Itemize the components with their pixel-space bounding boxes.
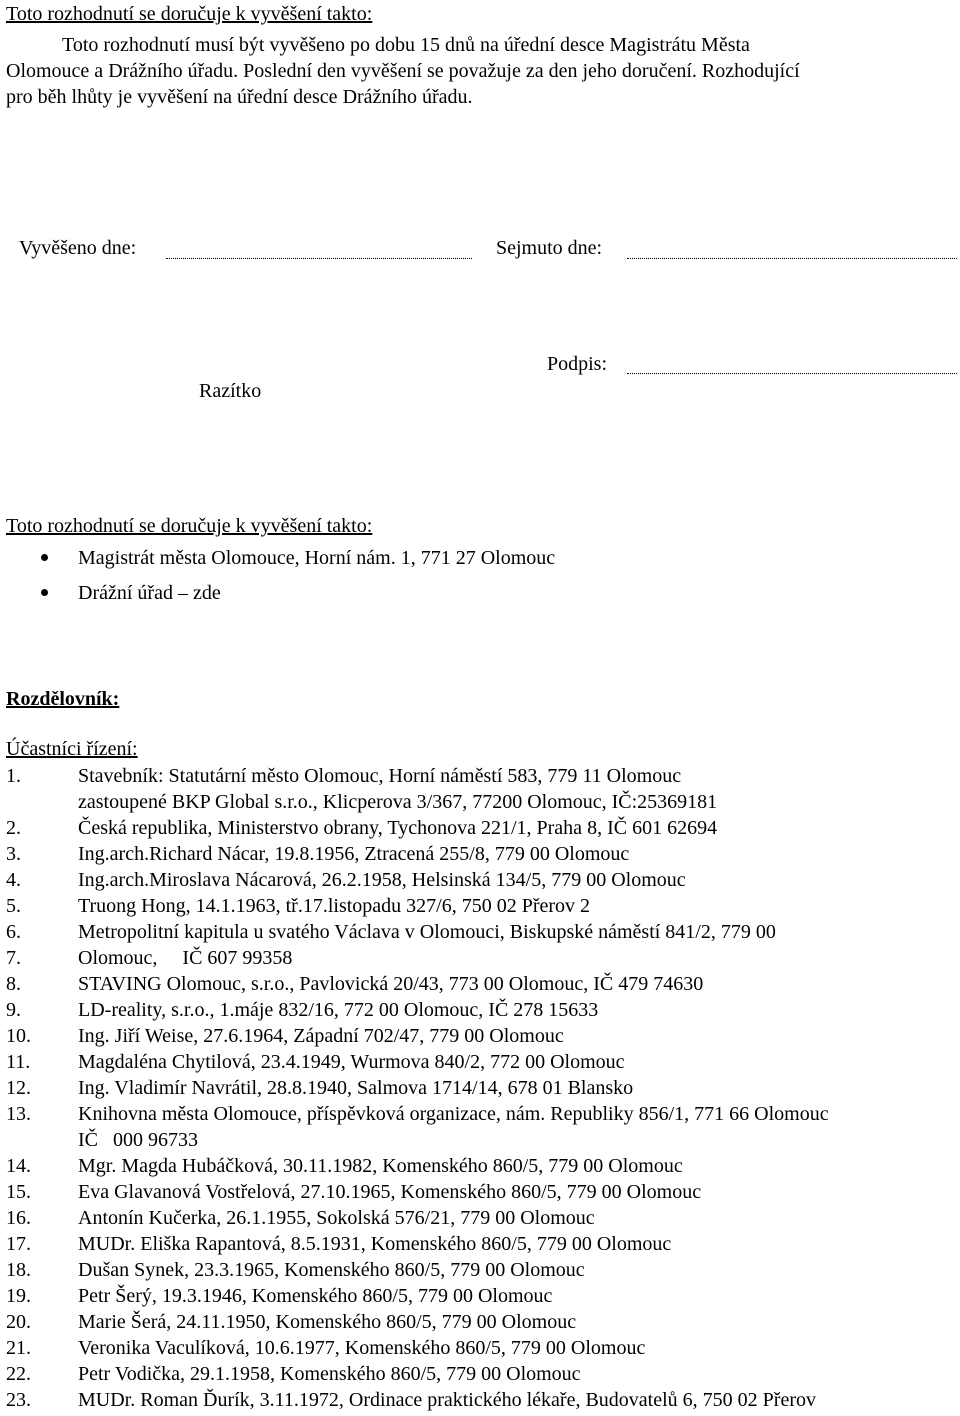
item-number: 17. [6, 1233, 31, 1255]
item-text: Ing.arch.Richard Nácar, 19.8.1956, Ztracená 255/8, 779 00 Olomouc [78, 843, 630, 865]
item-text: Petr Vodička, 29.1.1958, Komenského 860/5, 779 00 Olomouc [78, 1363, 581, 1385]
item-text: LD-reality, s.r.o., 1.máje 832/16, 772 00 Olomouc, IČ 278 15633 [78, 999, 599, 1021]
item-number: 11. [6, 1051, 31, 1073]
item-number: 6. [6, 921, 21, 943]
item-number: 8. [6, 973, 21, 995]
item-text: Dušan Synek, 23.3.1965, Komenského 860/5, 779 00 Olomouc [78, 1259, 585, 1281]
item-text: Magdaléna Chytilová, 23.4.1949, Wurmova 840/2, 772 00 Olomouc [78, 1051, 625, 1073]
delivery-item: Drážní úřad – zde [78, 582, 221, 604]
item-text: Petr Šerý, 19.3.1946, Komenského 860/5, 779 00 Olomouc [78, 1285, 553, 1307]
posting-paragraph-line-1: Toto rozhodnutí musí být vyvěšeno po dobu 15 dnů na úřední desce Magistrátu Města [62, 34, 750, 56]
item-number: 1. [6, 765, 21, 787]
removed-date-label: Sejmuto dne: [496, 237, 603, 259]
item-number: 4. [6, 869, 21, 891]
item-number: 13. [6, 1103, 31, 1125]
bullet-icon [41, 589, 48, 596]
item-text: Olomouc, IČ 607 99358 [78, 947, 293, 969]
item-text: Mgr. Magda Hubáčková, 30.11.1982, Komenského 860/5, 779 00 Olomouc [78, 1155, 683, 1177]
item-text: Česká republika, Ministerstvo obrany, Tychonova 221/1, Praha 8, IČ 601 62694 [78, 817, 718, 839]
posted-date-label: Vyvěšeno dne: [19, 237, 137, 259]
item-number: 5. [6, 895, 21, 917]
stamp-label: Razítko [199, 380, 262, 402]
posting-heading: Toto rozhodnutí se doručuje k vyvěšení takto: [6, 3, 373, 25]
item-number: 12. [6, 1077, 31, 1099]
item-text: Metropolitní kapitula u svatého Václava v Olomouci, Biskupské náměstí 841/2, 779 00 [78, 921, 776, 943]
item-number: 21. [6, 1337, 31, 1359]
item-text: MUDr. Eliška Rapantová, 8.5.1931, Komenského 860/5, 779 00 Olomouc [78, 1233, 672, 1255]
item-text: Knihovna města Olomouce, příspěvková organizace, nám. Republiky 856/1, 771 66 Olomouc [78, 1103, 829, 1125]
posting-paragraph-line-2: Olomouce a Drážního úřadu. Poslední den vyvěšení se považuje za den jeho doručení. Rozhodující [6, 60, 800, 82]
item-number: 18. [6, 1259, 31, 1281]
item-number: 15. [6, 1181, 31, 1203]
item-text: Truong Hong, 14.1.1963, tř.17.listopadu 327/6, 750 02 Přerov 2 [78, 895, 591, 917]
item-number: 19. [6, 1285, 31, 1307]
item-text: Ing.arch.Miroslava Nácarová, 26.2.1958, Helsinská 134/5, 779 00 Olomouc [78, 869, 686, 891]
item-number: 23. [6, 1389, 31, 1411]
participants-heading: Účastníci řízení: [6, 738, 138, 760]
distribution-heading: Rozdělovník: [6, 688, 120, 710]
item-number: 3. [6, 843, 21, 865]
item-number: 14. [6, 1155, 31, 1177]
item-text: Antonín Kučerka, 26.1.1955, Sokolská 576/21, 779 00 Olomouc [78, 1207, 595, 1229]
signature-field[interactable] [627, 373, 957, 374]
item-number: 22. [6, 1363, 31, 1385]
item-number: 20. [6, 1311, 31, 1333]
item-text: Marie Šerá, 24.11.1950, Komenského 860/5, 779 00 Olomouc [78, 1311, 577, 1333]
bullet-icon [41, 554, 48, 561]
item-text: Stavebník: Statutární město Olomouc, Horní náměstí 583, 779 11 Olomouc [78, 765, 682, 787]
item-number: 10. [6, 1025, 31, 1047]
item-text: Eva Glavanová Vostřelová, 27.10.1965, Komenského 860/5, 779 00 Olomouc [78, 1181, 702, 1203]
item-text-continued: zastoupené BKP Global s.r.o., Klicperova 3/367, 77200 Olomouc, IČ:25369181 [78, 791, 718, 813]
item-number: 2. [6, 817, 21, 839]
item-number: 9. [6, 999, 21, 1021]
item-text-continued: IČ 000 96733 [78, 1129, 198, 1151]
posting-paragraph-line-3: pro běh lhůty je vyvěšení na úřední desce Drážního úřadu. [6, 86, 473, 108]
delivery-heading: Toto rozhodnutí se doručuje k vyvěšení takto: [6, 515, 373, 537]
signature-label: Podpis: [547, 353, 608, 375]
item-number: 16. [6, 1207, 31, 1229]
item-text: Veronika Vaculíková, 10.6.1977, Komenského 860/5, 779 00 Olomouc [78, 1337, 646, 1359]
item-number: 7. [6, 947, 21, 969]
item-text: Ing. Jiří Weise, 27.6.1964, Západní 702/47, 779 00 Olomouc [78, 1025, 564, 1047]
delivery-item: Magistrát města Olomouce, Horní nám. 1, 771 27 Olomouc [78, 547, 556, 569]
item-text: STAVING Olomouc, s.r.o., Pavlovická 20/43, 773 00 Olomouc, IČ 479 74630 [78, 973, 704, 995]
item-text: MUDr. Roman Ďurík, 3.11.1972, Ordinace praktického lékaře, Budovatelů 6, 750 02 Přerov [78, 1389, 816, 1411]
posted-date-field[interactable] [166, 258, 472, 259]
removed-date-field[interactable] [627, 258, 957, 259]
item-text: Ing. Vladimír Navrátil, 28.8.1940, Salmova 1714/14, 678 01 Blansko [78, 1077, 634, 1099]
